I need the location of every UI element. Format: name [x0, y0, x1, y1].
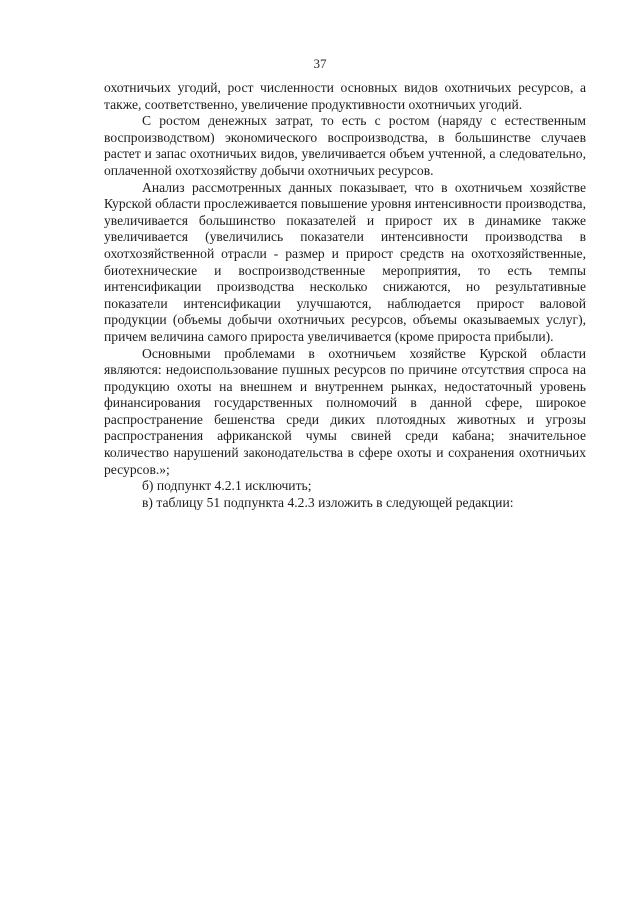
paragraph-costs: С ростом денежных затрат, то есть с ростом (наряду с естественным воспроизводством) экономического воспроизводства, в большинстве случаев растет и запас охотничьих видов, увеличивается объем учтенной, а следовательно, оплаченной охотхозяйству добычи охотничьих ресурсов. — [104, 113, 586, 178]
page-number: 37 — [313, 56, 327, 71]
paragraph-problems: Основными проблемами в охотничьем хозяйстве Курской области являются: недоиспользование пушных ресурсов по причине отсутствия спроса на продукцию охоты на внешнем и внутреннем рынках, недостаточный уровень финансирования государственных полномочий в данной сфере, широкое распространение бешенства среди диких плотоядных животных и угрозы распространения африканской чумы свиней среди кабана; значительное количество нарушений законодательства в сфере охоты и сохранения охотничьих ресурсов.»; — [104, 345, 586, 477]
list-item-b: б) подпункт 4.2.1 исключить; — [142, 478, 312, 494]
paragraph-analysis: Анализ рассмотренных данных показывает, что в охотничьем хозяйстве Курской области прослеживается повышение уровня интенсивности производства, увеличивается большинство показателей и прирост их в динамике также увеличивается (увеличились показатели интенсивности производства в охотхозяйственной отрасли - размер и прирост средств на охотхозяйственные, биотехнические и воспроизводственные мероприятия, то есть темпы интенсификации производства несколько снижаются, но результативные показатели интенсификации улучшаются, наблюдается прирост валовой продукции (объемы добычи охотничьих ресурсов, объемы оказываемых услуг), причем величина самого прироста увеличивается (кроме прироста прибыли). — [104, 179, 586, 344]
paragraph-continuation: охотничьих угодий, рост численности основных видов охотничьих ресурсов, а также, соответственно, увеличение продуктивности охотничьих угодий. — [104, 80, 586, 112]
document-body — [104, 80, 586, 511]
list-item-v: в) таблицу 51 подпункта 4.2.3 изложить в следующей редакции: — [142, 494, 514, 510]
